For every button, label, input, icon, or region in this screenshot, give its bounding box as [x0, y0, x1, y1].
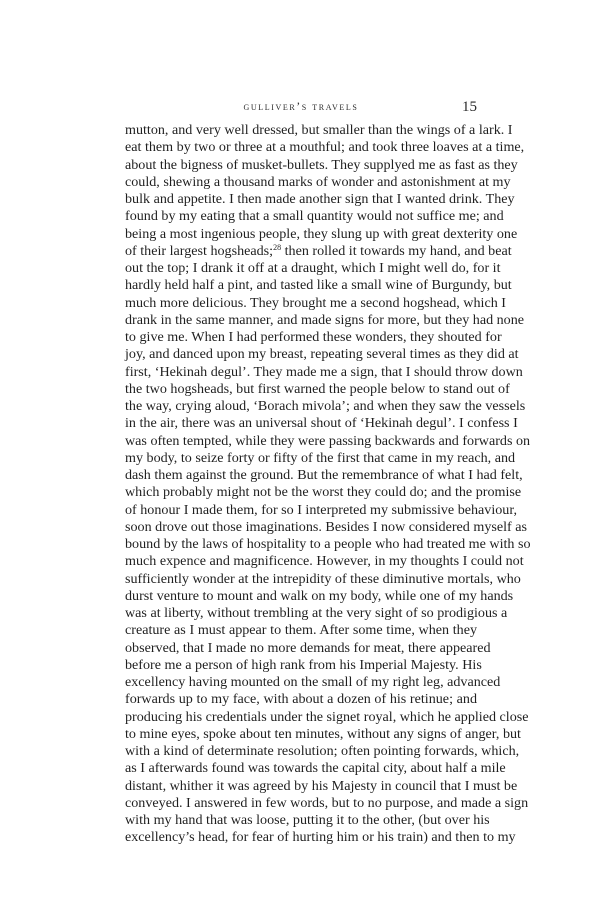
text-line: dash them against the ground. But the remembrance of what I had felt, [125, 467, 523, 483]
text-line: bound by the laws of hospitality to a people who had treated me with so [125, 536, 531, 552]
text-line: mutton, and very well dressed, but smaller than the wings of a lark. I [125, 122, 513, 138]
body-text [125, 122, 531, 847]
text-segment: then rolled it towards my hand, and beat [281, 242, 512, 259]
text-line: creature as I must appear to them. After some time, when they [125, 622, 477, 639]
text-line: joy, and danced upon my breast, repeating several times as they did at [125, 346, 519, 363]
text-line: drank in the same manner, and made signs for more, but they had none [125, 311, 525, 328]
text-line: of honour I made them, for so I interpreted my submissive behaviour, [125, 501, 518, 518]
text-line: to give me. When I had performed these wonders, they shouted for [125, 329, 502, 345]
text-line: before me a person of high rank from his Imperial Majesty. His [125, 656, 482, 673]
text-line: soon drove out those imaginations. Besides I now considered myself as [125, 518, 527, 535]
text-line: was at liberty, without trembling at the very sight of so prodigious a [125, 605, 508, 621]
running-title: gulliver’s travels [243, 101, 359, 113]
text-line: forwards up to my face, with about a dozen of his retinue; and [125, 691, 477, 708]
running-head [125, 101, 477, 119]
text-line: my body, to seize forty or fifty of the first that came in my reach, and [125, 449, 516, 466]
text-line: was often tempted, while they were passing backwards and forwards on [125, 432, 531, 449]
text-segment: of their largest hogsheads; [125, 242, 274, 259]
text-line: could, shewing a thousand marks of wonder and astonishment at my [125, 173, 511, 190]
text-line: distant, whither it was agreed by his Majesty in council that I must be [125, 777, 518, 794]
text-line: producing his credentials under the signet royal, which he applied close [125, 708, 529, 725]
text-line: sufficiently wonder at the intrepidity of these diminutive mortals, who [125, 570, 521, 587]
text-line: in the air, there was an universal shout of ‘Hekinah degul’. I confess I [125, 415, 518, 432]
text-line: the two hogsheads, but first warned the people below to stand out of [125, 380, 510, 397]
text-line: which probably might not be the worst they could do; and the promise [125, 484, 522, 501]
text-line: the way, crying aloud, ‘Borach mivola’; and when they saw the vessels [125, 398, 526, 414]
text-line: much expence and magnificence. However, in my thoughts I could not [125, 553, 524, 570]
text-line: with a kind of determinate resolution; often pointing forwards, which, [125, 743, 520, 759]
text-line: eat them by two or three at a mouthful; and took three loaves at a time, [125, 139, 525, 156]
text-line: bulk and appetite. I then made another sign that I wanted drink. They [125, 191, 515, 207]
text-line: first, ‘Hekinah degul’. They made me a sign, that I should throw down [125, 363, 523, 380]
text-line: conveyed. I answered in few words, but to no purpose, and made a sign [125, 794, 529, 811]
text-line: about the bigness of musket-bullets. They supplyed me as fast as they [125, 156, 518, 173]
text-line: to mine eyes, spoke about ten minutes, without any signs of anger, but [125, 725, 521, 742]
text-line: as I afterwards found was towards the capital city, about half a mile [125, 760, 506, 777]
text-line: excellency’s head, for fear of hurting him or his train) and then to my [125, 829, 516, 846]
text-line: hardly held half a pint, and tasted like a small wine of Burgundy, but [125, 277, 512, 294]
text-line: excellency having mounted on the small of my right leg, advanced [125, 674, 501, 690]
text-line: found by my eating that a small quantity would not suffice me; and [125, 208, 504, 225]
text-line-with-footnote [125, 242, 512, 260]
text-line: observed, that I made no more demands for meat, there appeared [125, 639, 491, 656]
page-number: 15 [462, 99, 477, 115]
text-line: out the top; I drank it off at a draught, which I might well do, for it [125, 260, 501, 276]
text-line: durst venture to mount and walk on my body, while one of my hands [125, 587, 514, 604]
text-line: much more delicious. They brought me a second hogshead, which I [125, 294, 506, 311]
footnote-marker[interactable]: 28 [273, 242, 282, 252]
text-line: being a most ingenious people, they slung up with great dexterity one [125, 225, 518, 242]
text-line: with my hand that was loose, putting it to the other, (but over his [125, 812, 490, 828]
